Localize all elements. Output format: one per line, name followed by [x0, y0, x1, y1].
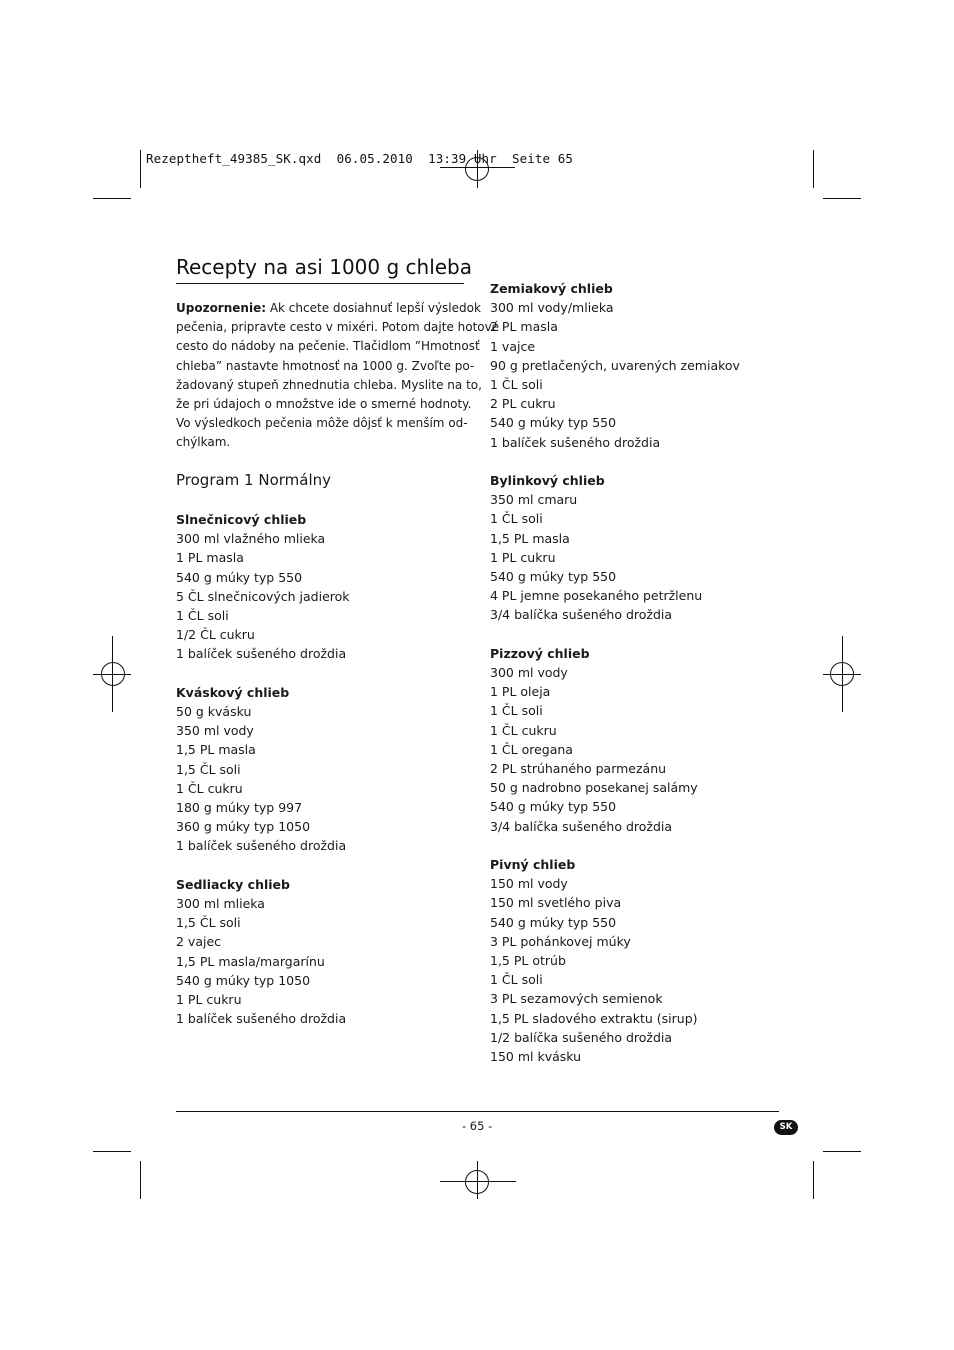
ingredient: 1 ČL soli [490, 377, 543, 393]
ingredient: 2 PL masla [490, 319, 558, 335]
ingredient: 1,5 ČL soli [176, 915, 241, 931]
ingredient: 1 balíček sušeného droždia [176, 646, 347, 662]
ingredient: 540 g múky typ 550 [490, 569, 617, 585]
ingredient: 540 g múky typ 550 [490, 799, 617, 815]
ingredient: 90 g pretlačených, uvarených zemiakov [490, 357, 740, 373]
notice-line: Vo výsledkoch pečenia môže dôjsť k menším od- [176, 416, 468, 431]
ingredient: 1,5 PL masla/margarínu [176, 953, 325, 969]
recipe-title: Zemiakový chlieb [490, 281, 613, 296]
crop-mark [140, 1161, 141, 1199]
ingredient: 1/2 balíčka sušeného droždia [490, 1029, 673, 1045]
language-badge: SK [774, 1120, 798, 1135]
notice-label: Upozornenie: [176, 301, 266, 315]
ingredient: 1 ČL soli [490, 972, 543, 988]
ingredient: 1,5 PL masla [176, 742, 256, 758]
crop-mark [823, 1151, 861, 1152]
ingredient: 1 ČL soli [490, 703, 543, 719]
notice-text: Ak chcete dosiahnuť lepší výsledok [269, 301, 481, 315]
right-recipe-column [490, 279, 740, 1066]
ingredient: 540 g múky typ 550 [490, 415, 617, 431]
notice-line: chleba” nastavte hmotnosť na 1000 g. Zvoľte po- [176, 358, 475, 373]
crop-mark [93, 1151, 131, 1152]
crop-mark [140, 150, 141, 188]
notice-line: chýlkam. [176, 435, 231, 450]
ingredient: 1,5 ČL soli [176, 761, 241, 777]
notice-line: cesto do nádoby na pečenie. Tlačidlom ”Hmotnosť [176, 339, 480, 354]
ingredient: 1 PL cukru [176, 992, 242, 1008]
ingredient: 350 ml vody [176, 723, 254, 739]
footer-rule [176, 1111, 779, 1112]
ingredient: 300 ml vlažného mlieka [176, 531, 326, 547]
program-heading: Program 1 Normálny [176, 471, 332, 489]
ingredient: 1 balíček sušeného droždia [176, 1011, 347, 1027]
ingredient: 3/4 balíčka sušeného droždia [490, 607, 673, 623]
ingredient: 540 g múky typ 550 [490, 914, 617, 930]
ingredient: 1,5 PL otrúb [490, 953, 566, 969]
notice-paragraph [176, 299, 500, 453]
ingredient: 300 ml vody/mlieka [490, 300, 614, 316]
ingredient: 1,5 PL masla [490, 530, 570, 546]
ingredient: 50 g kvásku [176, 704, 252, 720]
left-recipe-column [176, 510, 350, 1028]
ingredient: 1 PL oleja [490, 684, 551, 700]
ingredient: 300 ml vody [490, 665, 568, 681]
crop-mark [813, 150, 814, 188]
ingredient: 1 ČL cukru [490, 722, 557, 738]
crop-mark [813, 1161, 814, 1199]
recipe-title: Bylinkový chlieb [490, 473, 605, 489]
ingredient: 5 ČL slnečnicových jadierok [176, 588, 350, 604]
ingredient: 50 g nadrobno posekanej salámy [490, 780, 698, 796]
ingredient: 540 g múky typ 550 [176, 569, 303, 585]
ingredient: 180 g múky typ 997 [176, 800, 303, 816]
ingredient: 1/2 ČL cukru [176, 627, 255, 643]
notice-line: pečenia, pripravte cesto v mixéri. Potom dajte hotové [176, 320, 500, 335]
ingredient: 2 PL strúhaného parmezánu [490, 761, 667, 777]
ingredient: 350 ml cmaru [490, 492, 578, 508]
ingredient: 150 ml kvásku [490, 1049, 582, 1065]
ingredient: 540 g múky typ 1050 [176, 972, 311, 988]
ingredient: 1 balíček sušeného droždia [490, 434, 661, 450]
recipe-title: Slnečnicový chlieb [176, 512, 307, 527]
ingredient: 3/4 balíčka sušeného droždia [490, 818, 673, 834]
ingredient: 300 ml mlieka [176, 896, 265, 912]
ingredient: 1 ČL cukru [176, 780, 243, 796]
title-underline [176, 283, 464, 284]
crop-mark [93, 198, 131, 199]
notice-first-line [176, 299, 481, 318]
crop-mark [823, 198, 861, 199]
page-number: - 65 - [462, 1119, 493, 1133]
recipe-title: Kváskový chlieb [176, 684, 290, 700]
recipe-title: Sedliacky chlieb [176, 876, 290, 892]
ingredient: 1 ČL oregana [490, 741, 573, 757]
ingredient: 1,5 PL sladového extraktu (sirup) [490, 1010, 698, 1026]
notice-line: žadovaný stupeň zhnednutia chleba. Myslite na to, [176, 377, 482, 392]
ingredient: 1 PL cukru [490, 549, 556, 565]
ingredient: 150 ml svetlého piva [490, 895, 622, 911]
ingredient: 4 PL jemne posekaného petržlenu [490, 588, 703, 604]
recipe-title: Pizzový chlieb [490, 645, 590, 661]
ingredient: 3 PL pohánkovej múky [490, 933, 631, 949]
slug-underline [440, 167, 515, 168]
ingredient: 1 ČL soli [176, 608, 229, 624]
ingredient: 360 g múky typ 1050 [176, 819, 311, 835]
ingredient: 1 PL masla [176, 550, 244, 566]
ingredient: 3 PL sezamových semienok [490, 991, 663, 1007]
ingredient: 1 balíček sušeného droždia [176, 838, 347, 854]
recipe-title: Pivný chlieb [490, 857, 576, 873]
ingredient: 1 ČL soli [490, 511, 543, 527]
ingredient: 150 ml vody [490, 876, 568, 892]
ingredient: 2 PL cukru [490, 396, 556, 412]
ingredient: 1 vajce [490, 338, 536, 354]
notice-line: že pri údajoch o množstve ide o smerné hodnoty. [176, 397, 472, 412]
ingredient: 2 vajec [176, 934, 222, 950]
page-title: Recepty na asi 1000 g chleba [176, 255, 473, 279]
print-slug: Rezeptheft_49385_SK.qxd 06.05.2010 13:39 Uhr Seite 65 [146, 151, 574, 166]
